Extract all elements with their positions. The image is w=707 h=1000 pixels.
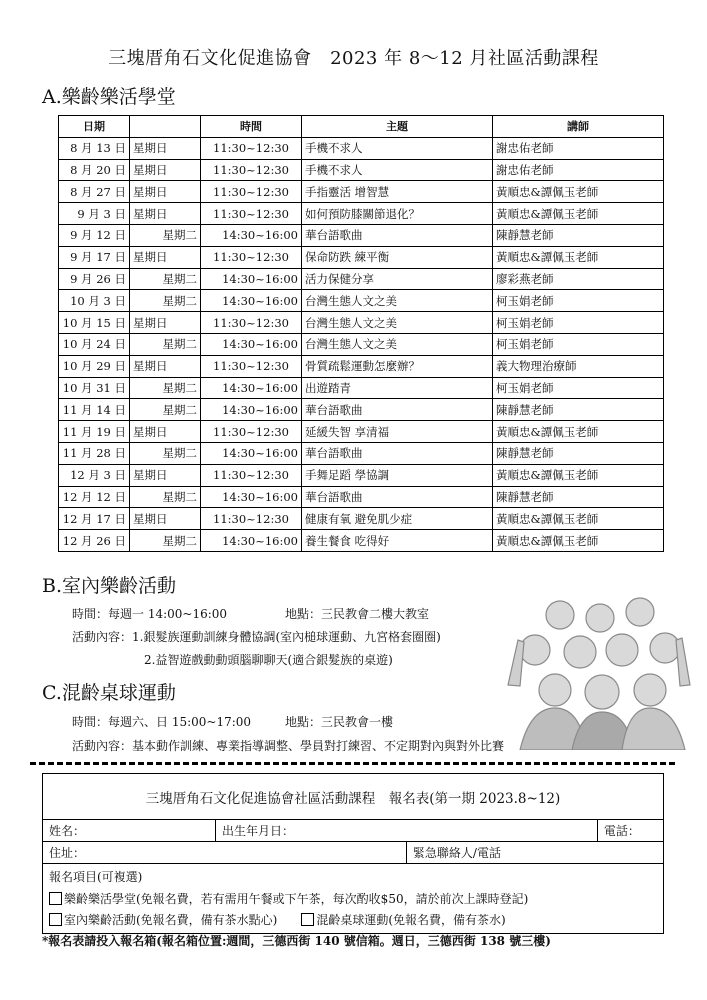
section-b-title: B.室內樂齡活動 xyxy=(42,575,177,597)
cell-topic: 手舞足蹈 學協調 xyxy=(302,464,493,486)
items-label: 報名項目(可複選) xyxy=(49,870,143,884)
cell-time: 11:30~12:30 xyxy=(201,159,302,181)
cell-topic: 養生餐食 吃得好 xyxy=(302,530,493,552)
cell-weekday: 星期日 xyxy=(130,464,201,486)
cell-date: 9 月 26 日 xyxy=(59,268,130,290)
cell-weekday: 星期二 xyxy=(130,377,201,399)
cell-weekday: 星期日 xyxy=(130,508,201,530)
option-1-checkbox[interactable] xyxy=(49,888,657,909)
cell-teacher: 黃順忠&譚佩玉老師 xyxy=(492,421,663,443)
cell-topic: 華台語歌曲 xyxy=(302,399,493,421)
cell-topic: 手指靈活 增智慧 xyxy=(302,181,493,203)
cut-line-divider xyxy=(30,762,675,765)
cell-teacher: 陳靜慧老師 xyxy=(492,399,663,421)
cell-time: 14:30~16:00 xyxy=(201,377,302,399)
cell-weekday: 星期日 xyxy=(130,137,201,159)
cheering-elderly-group-illustration xyxy=(500,590,700,750)
cell-time: 11:30~12:30 xyxy=(201,246,302,268)
table-row xyxy=(59,486,664,508)
cell-teacher: 黃順忠&譚佩玉老師 xyxy=(492,530,663,552)
cell-weekday: 星期二 xyxy=(130,530,201,552)
cell-time: 11:30~12:30 xyxy=(201,137,302,159)
cell-teacher: 黃順忠&譚佩玉老師 xyxy=(492,181,663,203)
col-weekday xyxy=(130,116,201,138)
cell-topic: 華台語歌曲 xyxy=(302,486,493,508)
name-field[interactable]: 姓名： xyxy=(43,820,216,842)
table-row xyxy=(59,268,664,290)
cell-teacher: 黃順忠&譚佩玉老師 xyxy=(492,464,663,486)
cell-weekday: 星期日 xyxy=(130,181,201,203)
cell-time: 14:30~16:00 xyxy=(201,268,302,290)
cell-topic: 骨質疏鬆運動怎麼辦？ xyxy=(302,355,493,377)
option-2-checkbox[interactable] xyxy=(49,909,277,930)
section-b-time: 時間：每週一 14:00~16:00 xyxy=(72,607,228,621)
table-row xyxy=(59,203,664,225)
table-row xyxy=(59,181,664,203)
cell-weekday: 星期二 xyxy=(130,290,201,312)
cell-weekday: 星期日 xyxy=(130,312,201,334)
cell-date: 8 月 27 日 xyxy=(59,181,130,203)
cell-date: 8 月 20 日 xyxy=(59,159,130,181)
col-date: 日期 xyxy=(59,116,130,138)
cell-time: 11:30~12:30 xyxy=(201,464,302,486)
option-3-label: 混齡桌球運動(免報名費，備有茶水) xyxy=(316,913,506,927)
cell-time: 14:30~16:00 xyxy=(201,224,302,246)
cell-weekday: 星期二 xyxy=(130,399,201,421)
cell-time: 14:30~16:00 xyxy=(201,399,302,421)
cell-teacher: 黃順忠&譚佩玉老師 xyxy=(492,203,663,225)
cell-weekday: 星期日 xyxy=(130,246,201,268)
cell-date: 12 月 3 日 xyxy=(59,464,130,486)
checkbox-icon[interactable] xyxy=(49,913,62,926)
cell-teacher: 陳靜慧老師 xyxy=(492,486,663,508)
cell-topic: 活力保健分享 xyxy=(302,268,493,290)
table-row xyxy=(59,377,664,399)
cell-date: 12 月 12 日 xyxy=(59,486,130,508)
table-row xyxy=(59,246,664,268)
section-c-location: 地點：三民教會一樓 xyxy=(285,715,394,729)
cell-date: 10 月 15 日 xyxy=(59,312,130,334)
col-time: 時間 xyxy=(201,116,302,138)
cell-weekday: 星期二 xyxy=(130,268,201,290)
cell-time: 14:30~16:00 xyxy=(201,530,302,552)
table-row xyxy=(59,464,664,486)
cell-topic: 手機不求人 xyxy=(302,137,493,159)
cell-topic: 如何預防膝關節退化？ xyxy=(302,203,493,225)
cell-topic: 台灣生態人文之美 xyxy=(302,290,493,312)
section-b-content-1: 活動內容：1.銀髮族運動訓練身體協調(室內槌球運動、九宮格套圈圈) xyxy=(72,630,441,644)
table-row xyxy=(59,224,664,246)
table-row xyxy=(59,312,664,334)
option-3-checkbox[interactable] xyxy=(301,909,505,930)
cell-date: 9 月 3 日 xyxy=(59,203,130,225)
cell-time: 14:30~16:00 xyxy=(201,290,302,312)
schedule-header-row xyxy=(59,116,664,138)
section-c-title: C.混齡桌球運動 xyxy=(42,682,176,704)
cell-date: 9 月 12 日 xyxy=(59,224,130,246)
table-row xyxy=(59,333,664,355)
cell-weekday: 星期二 xyxy=(130,224,201,246)
cell-teacher: 柯玉娟老師 xyxy=(492,333,663,355)
cell-teacher: 陳靜慧老師 xyxy=(492,442,663,464)
col-topic: 主題 xyxy=(302,116,493,138)
cell-teacher: 柯玉娟老師 xyxy=(492,290,663,312)
cell-date: 10 月 29 日 xyxy=(59,355,130,377)
options-row xyxy=(49,909,657,930)
cell-date: 10 月 3 日 xyxy=(59,290,130,312)
cell-date: 8 月 13 日 xyxy=(59,137,130,159)
section-b-content-2: 2.益智遊戲動動頭腦聊聊天(適合銀髮族的桌遊) xyxy=(144,653,393,667)
section-c-time: 時間：每週六、日 15:00~17:00 xyxy=(72,715,252,729)
section-a-title: A.樂齡樂活學堂 xyxy=(42,86,176,108)
schedule-table xyxy=(58,115,664,552)
cell-date: 11 月 19 日 xyxy=(59,421,130,443)
table-row xyxy=(59,442,664,464)
cell-topic: 手機不求人 xyxy=(302,159,493,181)
cell-teacher: 黃順忠&譚佩玉老師 xyxy=(492,246,663,268)
page-title: 三塊厝角石文化促進協會 2023 年 8～12 月社區活動課程 xyxy=(108,48,599,69)
cell-date: 11 月 28 日 xyxy=(59,442,130,464)
cell-weekday: 星期日 xyxy=(130,355,201,377)
cell-time: 14:30~16:00 xyxy=(201,442,302,464)
submission-note: *報名表請投入報名箱(報名箱位置:週間，三德西街 140 號信箱。週日，三德西街 138 號三樓) xyxy=(42,934,551,948)
cell-time: 11:30~12:30 xyxy=(201,312,302,334)
cell-time: 11:30~12:30 xyxy=(201,508,302,530)
table-row xyxy=(59,159,664,181)
table-row xyxy=(59,355,664,377)
col-teacher: 講師 xyxy=(492,116,663,138)
cell-topic: 出遊踏青 xyxy=(302,377,493,399)
cell-time: 14:30~16:00 xyxy=(201,333,302,355)
birth-date-field[interactable]: 出生年月日： xyxy=(216,820,598,842)
cell-topic: 健康有氧 避免肌少症 xyxy=(302,508,493,530)
cell-topic: 延緩失智 享清福 xyxy=(302,421,493,443)
cell-topic: 台灣生態人文之美 xyxy=(302,333,493,355)
section-c-content: 活動內容：基本動作訓練、專業指導調整、學員對打練習、不定期對內與對外比賽 xyxy=(72,739,505,753)
table-row xyxy=(59,421,664,443)
cell-date: 12 月 17 日 xyxy=(59,508,130,530)
cell-time: 14:30~16:00 xyxy=(201,486,302,508)
cell-date: 12 月 26 日 xyxy=(59,530,130,552)
cell-teacher: 柯玉娟老師 xyxy=(492,377,663,399)
cell-time: 11:30~12:30 xyxy=(201,421,302,443)
cell-time: 11:30~12:30 xyxy=(201,181,302,203)
cell-teacher: 廖彩燕老師 xyxy=(492,268,663,290)
cell-teacher: 黃順忠&譚佩玉老師 xyxy=(492,508,663,530)
emergency-contact-field[interactable]: 緊急聯絡人/電話 xyxy=(406,842,663,864)
cell-weekday: 星期二 xyxy=(130,486,201,508)
table-row xyxy=(59,508,664,530)
cell-weekday: 星期日 xyxy=(130,159,201,181)
section-b-location: 地點：三民教會二樓大教室 xyxy=(285,607,430,621)
cell-weekday: 星期二 xyxy=(130,333,201,355)
cell-topic: 保命防跌 練平衡 xyxy=(302,246,493,268)
cell-weekday: 星期日 xyxy=(130,421,201,443)
cell-time: 11:30~12:30 xyxy=(201,203,302,225)
option-2-label: 室內樂齡活動(免報名費，備有茶水點心) xyxy=(64,913,278,927)
cell-teacher: 義大物理治療師 xyxy=(492,355,663,377)
cell-date: 11 月 14 日 xyxy=(59,399,130,421)
table-row xyxy=(59,137,664,159)
cell-date: 10 月 24 日 xyxy=(59,333,130,355)
cell-topic: 台灣生態人文之美 xyxy=(302,312,493,334)
checkbox-icon[interactable] xyxy=(301,913,314,926)
cell-teacher: 陳靜慧老師 xyxy=(492,224,663,246)
cell-date: 10 月 31 日 xyxy=(59,377,130,399)
form-title: 三塊厝角石文化促進協會社區活動課程 報名表(第一期 2023.8~12) xyxy=(43,774,664,820)
cell-weekday: 星期日 xyxy=(130,203,201,225)
table-row xyxy=(59,290,664,312)
table-row xyxy=(59,530,664,552)
cell-teacher: 謝忠佑老師 xyxy=(492,159,663,181)
cell-date: 9 月 17 日 xyxy=(59,246,130,268)
checkbox-icon[interactable] xyxy=(49,892,62,905)
registration-form xyxy=(42,773,664,934)
cell-teacher: 柯玉娟老師 xyxy=(492,312,663,334)
address-field[interactable]: 住址： xyxy=(43,842,407,864)
cell-weekday: 星期二 xyxy=(130,442,201,464)
option-1-label: 樂齡樂活學堂(免報名費，若有需用午餐或下午茶，每次酌收$50，請於前次上課時登記) xyxy=(64,892,529,906)
registration-items xyxy=(43,864,664,934)
cell-time: 11:30~12:30 xyxy=(201,355,302,377)
phone-field[interactable]: 電話： xyxy=(597,820,663,842)
cell-topic: 華台語歌曲 xyxy=(302,442,493,464)
cell-teacher: 謝忠佑老師 xyxy=(492,137,663,159)
cell-topic: 華台語歌曲 xyxy=(302,224,493,246)
table-row xyxy=(59,399,664,421)
